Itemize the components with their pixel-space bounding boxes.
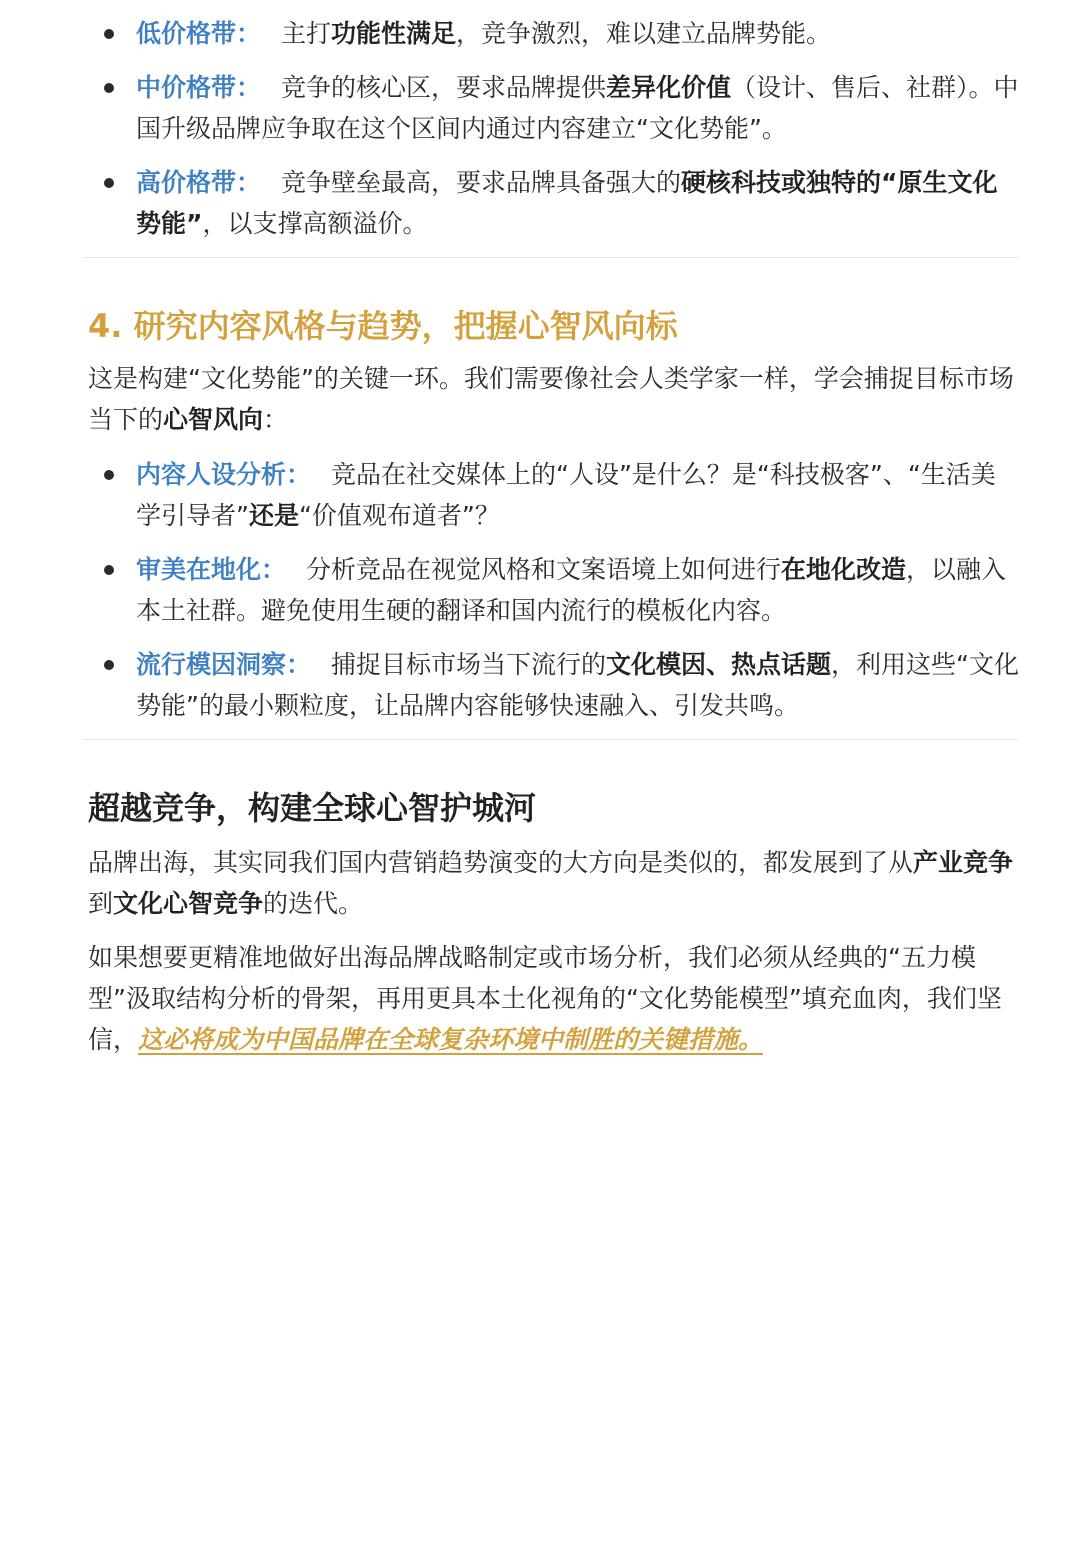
section-divider [84,257,1018,258]
list-item [88,454,1020,536]
list-item-bold: 还是 [248,501,299,530]
list-item-text: 捕捉目标市场当下流行的 [331,650,607,679]
list-item-text: 分析竞品在视觉风格和文案语境上如何进行 [306,555,782,584]
section-intro [88,358,1020,440]
list-item-term: 内容人设分析： [136,460,312,489]
list-item-text: （设计、售后、社群）。中国升级品牌应争取在这个区间内通过内容建立“文化势能”。 [136,73,1019,143]
conclusion-paragraph-1 [88,842,1020,924]
list-item [88,13,1020,54]
section4-list [88,454,1020,726]
list-item-text: ，以支撑高额溢价。 [202,209,428,238]
list-item-text: ，以融入本土社群。避免使用生硬的翻译和国内流行的模板化内容。 [136,555,1007,625]
intro-end: ： [263,405,289,434]
paragraph-text: 品牌出海，其实同我们国内营销趋势演变的大方向是类似的，都发展到了从 [88,848,914,877]
list-item [88,162,1020,244]
list-item-text: “价值观布道者”？ [298,501,500,530]
list-item-text: ，竞争激烈，难以建立品牌势能。 [456,19,832,48]
paragraph-bold: 文化心智竞争 [113,889,264,918]
price-band-list [88,13,1020,244]
section-heading: 4. 研究内容风格与趋势，把握心智风向标 [88,307,678,345]
list-item-term: 高价格带： [136,168,262,197]
bullet-icon [104,660,114,670]
paragraph-text: 如果想要更精准地做好出海品牌战略制定或市场分析，我们必须从经典的“五力模型”汲取结构分析的骨架，再用更具本土化视角的“文化势能模型”填充血肉，我们坚信， [88,943,1002,1054]
list-item-text: ，利用这些“文化势能”的最小颗粒度，让品牌内容能够快速融入、引发共鸣。 [136,650,1019,720]
intro-text: 这是构建“文化势能”的关键一环。我们需要像社会人类学家一样，学会捕捉目标市场当下的 [88,364,1014,434]
bullet-icon [104,29,114,39]
article-content [88,0,1020,1060]
list-item-text: 竞争的核心区，要求品牌提供 [281,73,607,102]
paragraph-text: 的迭代。 [263,889,364,918]
list-item-bold: 文化模因、热点话题 [606,650,832,679]
list-item-bold: 差异化价值 [606,73,732,102]
list-item-term: 流行模因洞察： [136,650,312,679]
list-item-term: 中价格带： [136,73,262,102]
list-item-bold: 功能性满足 [331,19,457,48]
conclusion-heading: 超越竞争，构建全球心智护城河 [88,789,537,827]
list-item-bold: 硬核科技或独特的“原生文化势能” [136,168,998,238]
list-item-term: 审美在地化： [136,555,287,584]
section-divider [84,739,1018,740]
list-item-text: 竞品在社交媒体上的“人设”是什么？是“科技极客”、“生活美学引导者” [136,460,996,530]
intro-bold: 心智风向 [163,405,264,434]
list-item [88,67,1020,149]
bullet-icon [104,178,114,188]
paragraph-bold: 产业竞争 [913,848,1014,877]
list-item-text: 竞争壁垒最高，要求品牌具备强大的 [281,168,682,197]
list-item [88,549,1020,631]
paragraph-text: 到 [88,889,114,918]
bullet-icon [104,470,114,480]
list-item-bold: 在地化改造 [781,555,907,584]
bullet-icon [104,565,114,575]
list-item [88,644,1020,726]
list-item-term: 低价格带： [136,19,262,48]
conclusion-paragraph-2 [88,937,1020,1060]
list-item-text: 主打 [281,19,332,48]
bullet-icon [104,83,114,93]
highlight-link[interactable]: 这必将成为中国品牌在全球复杂环境中制胜的关键措施。 [138,1025,764,1054]
